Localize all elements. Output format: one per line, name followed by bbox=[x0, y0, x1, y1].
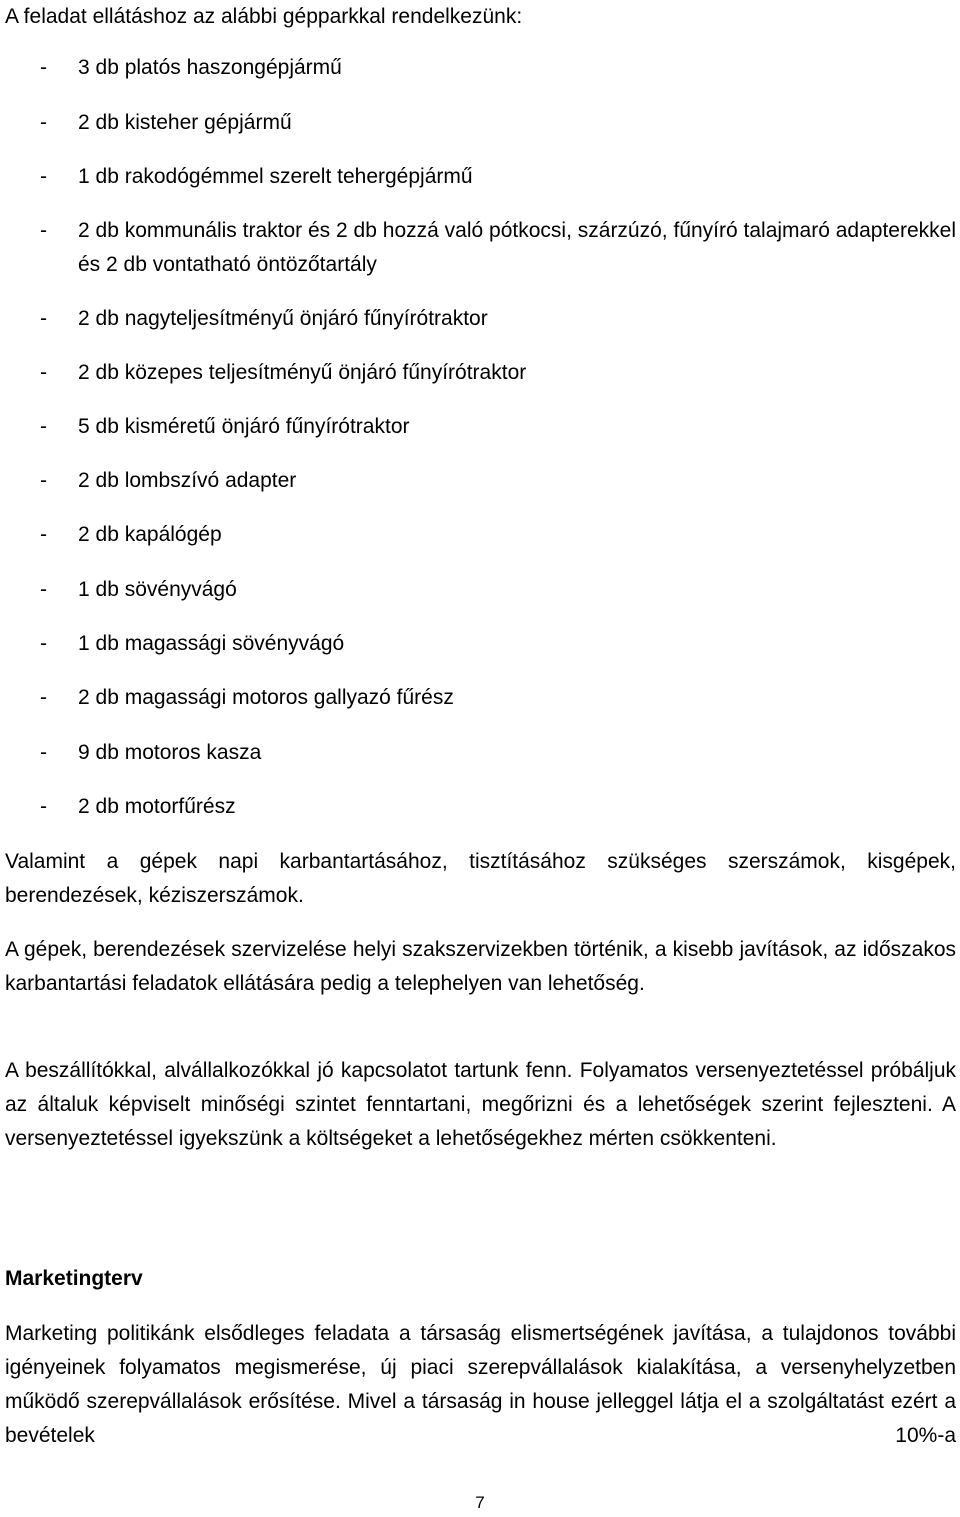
list-item-text: 2 db magassági motoros gallyazó fűrész bbox=[78, 686, 454, 709]
list-item bbox=[5, 681, 956, 715]
list-dash: - bbox=[40, 795, 47, 818]
list-item bbox=[5, 573, 956, 607]
list-item-text: 2 db kommunális traktor és 2 db hozzá való pótkocsi, szárzúzó, fűnyíró talajmaró adapterekkel és 2 db vontatható öntözőtartály bbox=[78, 219, 956, 276]
list-item-text: 9 db motoros kasza bbox=[78, 741, 262, 764]
list-dash: - bbox=[40, 632, 47, 655]
list-dash: - bbox=[40, 165, 47, 188]
list-dash: - bbox=[40, 219, 47, 242]
list-item bbox=[5, 518, 956, 552]
list-item-text: 2 db lombszívó adapter bbox=[78, 469, 297, 492]
list-dash: - bbox=[40, 415, 47, 438]
list-item bbox=[5, 160, 956, 194]
list-item-text: 1 db magassági sövényvágó bbox=[78, 632, 345, 655]
intro-text: A feladat ellátáshoz az alábbi gépparkkal rendelkezünk: bbox=[5, 5, 523, 28]
list-item bbox=[5, 790, 956, 824]
list-item-text: 2 db közepes teljesítményű önjáró fűnyírótraktor bbox=[78, 361, 527, 384]
list-item-text: 2 db kisteher gépjármű bbox=[78, 111, 292, 134]
list-item bbox=[5, 214, 956, 282]
list-dash: - bbox=[40, 111, 47, 134]
section-heading: Marketingterv bbox=[5, 1267, 143, 1290]
page-number: 7 bbox=[475, 1493, 485, 1512]
list-item-text: 1 db rakodógémmel szerelt tehergépjármű bbox=[78, 165, 473, 188]
list-dash: - bbox=[40, 56, 47, 79]
list-dash: - bbox=[40, 578, 47, 601]
list-item bbox=[5, 627, 956, 661]
list-item-text: 5 db kisméretű önjáró fűnyírótraktor bbox=[78, 415, 410, 438]
list-dash: - bbox=[40, 741, 47, 764]
list-item-text: 2 db nagyteljesítményű önjáró fűnyírótraktor bbox=[78, 307, 488, 330]
list-item bbox=[5, 410, 956, 444]
list-item-text: 1 db sövényvágó bbox=[78, 578, 237, 601]
list-item bbox=[5, 302, 956, 336]
service-paragraph: A gépek, berendezések szervizelése helyi szakszervizekben történik, a kisebb javítások, az időszakos karbantartási feladatok ellátására pedig a telephelyen van lehetőség. bbox=[5, 938, 956, 995]
list-dash: - bbox=[40, 469, 47, 492]
tools-paragraph: Valamint a gépek napi karbantartásához, tisztításához szükséges szerszámok, kisgépek, berendezések, kéziszerszámok. bbox=[5, 850, 956, 907]
list-item bbox=[5, 464, 956, 498]
list-item bbox=[5, 736, 956, 770]
list-dash: - bbox=[40, 686, 47, 709]
suppliers-paragraph: A beszállítókkal, alvállalkozókkal jó kapcsolatot tartunk fenn. Folyamatos versenyeztetéssel próbáljuk az általuk képviselt minőségi szintet fenntartani, megőrizni és a lehetőségek szerint fejleszteni. A versenyeztetéssel igyekszünk a költségeket a lehetőségekhez mérten csökkenteni. bbox=[5, 1059, 956, 1150]
list-dash: - bbox=[40, 523, 47, 546]
list-item-text: 2 db kapálógép bbox=[78, 523, 222, 546]
list-dash: - bbox=[40, 361, 47, 384]
list-item bbox=[5, 106, 956, 140]
list-item bbox=[5, 356, 956, 390]
list-item-text: 3 db platós haszongépjármű bbox=[78, 56, 342, 79]
marketing-paragraph: Marketing politikánk elsődleges feladata a társaság elismertségének javítása, a tulajdonos további igényeinek folyamatos megismerése, új piaci szerepvállalások kialakítása, a versenyhelyzetben működő szerepvállalások erősítése. Mivel a társaság in house jelleggel látja el a szolgáltatást ezért a bevételek 10%-a bbox=[5, 1322, 956, 1447]
list-item bbox=[5, 51, 956, 85]
list-item-text: 2 db motorfűrész bbox=[78, 795, 236, 818]
list-dash: - bbox=[40, 307, 47, 330]
